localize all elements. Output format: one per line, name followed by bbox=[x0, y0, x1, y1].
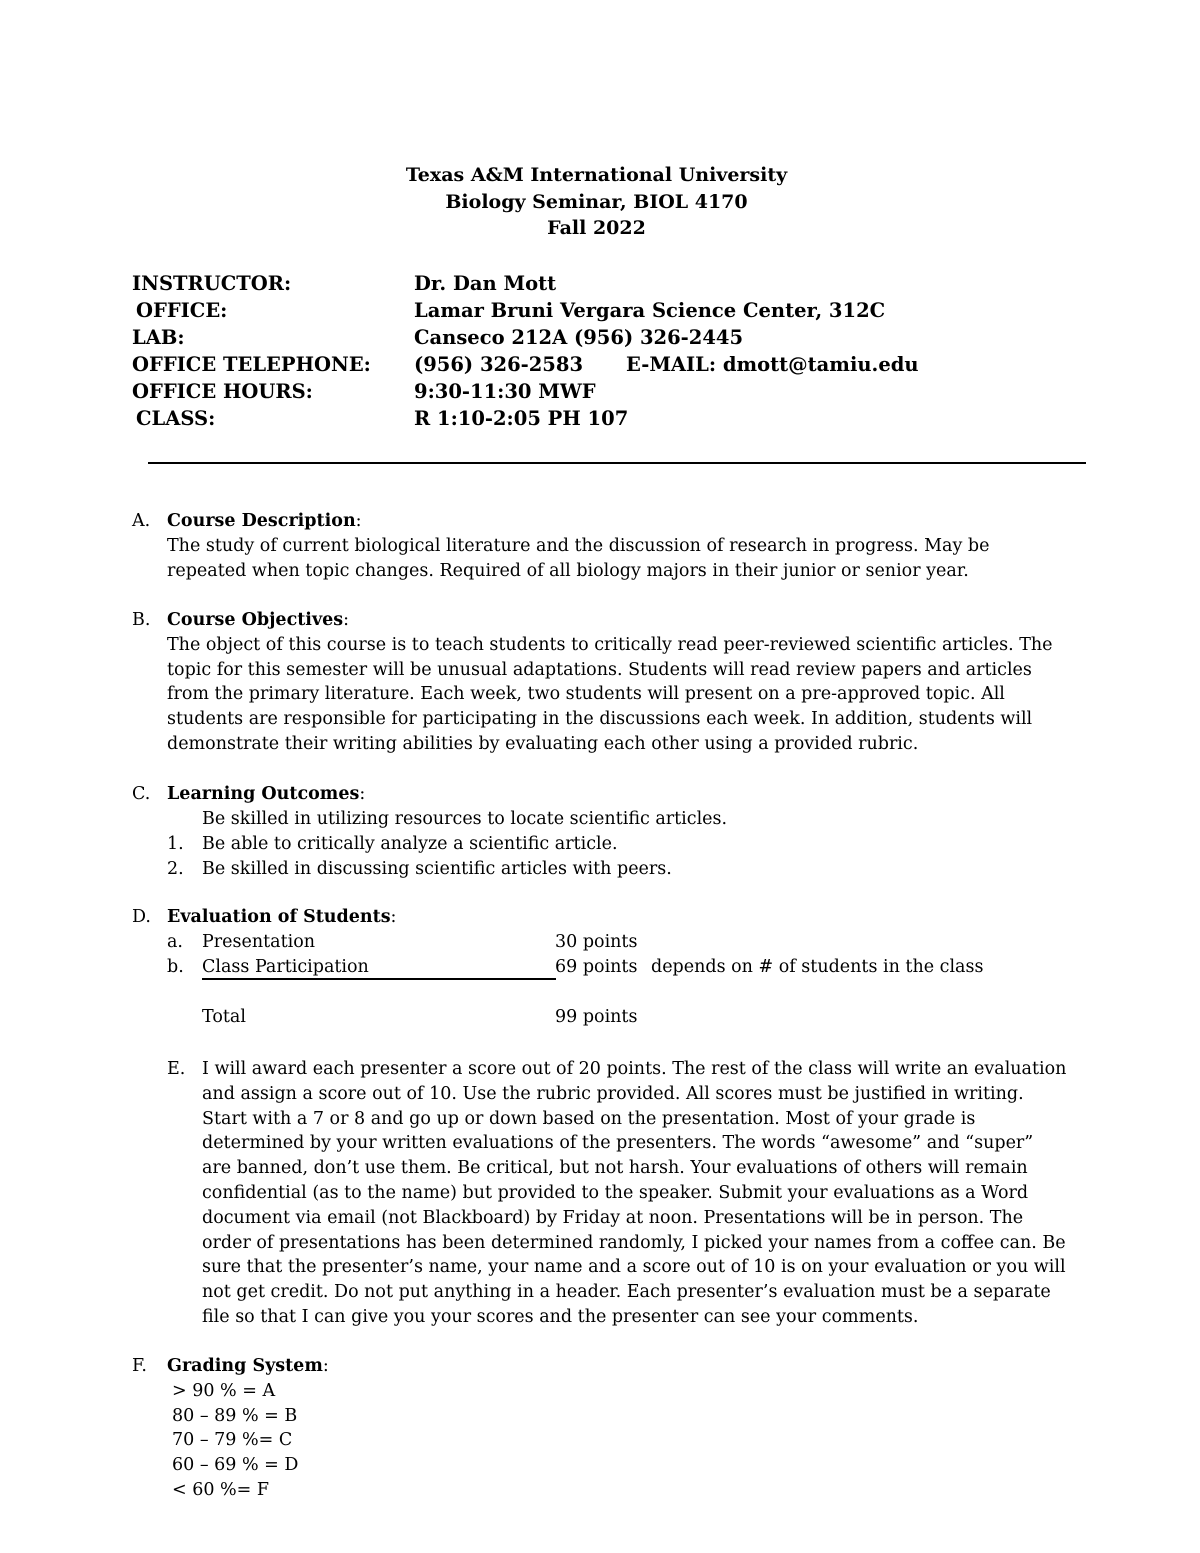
row-letter: b. bbox=[167, 956, 184, 977]
row-name: Presentation bbox=[202, 931, 316, 952]
telephone-label: OFFICE TELEPHONE: bbox=[132, 353, 371, 376]
row-letter: a. bbox=[167, 931, 183, 952]
office-label: OFFICE: bbox=[136, 299, 228, 322]
office-value: Lamar Bruni Vergara Science Center, 312C bbox=[414, 299, 886, 322]
list-item bbox=[167, 857, 1072, 882]
email-value[interactable]: dmott@tamiu.edu bbox=[722, 353, 919, 376]
section-presentation-scoring bbox=[167, 1057, 1067, 1330]
section-title: Evaluation of Students bbox=[167, 907, 391, 927]
class-label: CLASS: bbox=[136, 407, 216, 430]
item-number: 1. bbox=[167, 833, 184, 854]
grade-scale bbox=[167, 1379, 1072, 1503]
list-item bbox=[167, 832, 1072, 857]
section-text: The study of current biological literature and the discussion of research in progress. May be repeated when topic changes. Required of all biology majors in their junior or senior year. bbox=[167, 535, 990, 581]
row-points: 69 points bbox=[555, 956, 638, 977]
table-row bbox=[167, 930, 1072, 955]
item-text: Be able to critically analyze a scientific article. bbox=[202, 833, 618, 854]
term: Fall 2022 bbox=[547, 217, 646, 239]
email-group bbox=[626, 351, 919, 378]
section-title: Learning Outcomes bbox=[167, 784, 360, 804]
email-label: E-MAIL: bbox=[626, 353, 717, 376]
grade-row: 80 – 89 % = B bbox=[172, 1405, 298, 1426]
total-label: Total bbox=[202, 1006, 246, 1027]
grade-row: 70 – 79 %= C bbox=[172, 1430, 293, 1451]
university-name: Texas A&M International University bbox=[405, 164, 788, 186]
spacer-row bbox=[167, 980, 1072, 1005]
section-letter: A. bbox=[132, 511, 151, 531]
grade-row: 60 – 69 % = D bbox=[172, 1455, 299, 1476]
row-points: 30 points bbox=[555, 931, 638, 952]
section-course-description: A. Course Description: The study of current biological literature and the discussion of research in progress. May be repeated when topic changes. Required of all biology majors in their junior or senior year. bbox=[132, 509, 1072, 583]
section-letter: B. bbox=[132, 610, 151, 630]
table-row bbox=[167, 955, 1072, 980]
evaluation-table bbox=[167, 930, 1072, 1030]
course-title: Biology Seminar, BIOL 4170 bbox=[445, 190, 748, 213]
item-text: Be skilled in discussing scientific articles with peers. bbox=[202, 858, 672, 879]
section-title: Course Description bbox=[167, 511, 356, 531]
item-number: 2. bbox=[167, 858, 184, 879]
section-evaluation: D. Evaluation of Students: a. Presentation 30 points b. Class Participation 69 points depends on # of students in the class Total 99 points bbox=[132, 905, 1072, 1030]
outcomes-list bbox=[167, 807, 1072, 882]
section-letter: E. bbox=[167, 1059, 186, 1079]
item-text: Be skilled in utilizing resources to locate scientific articles. bbox=[202, 808, 728, 829]
section-letter: D. bbox=[132, 907, 151, 927]
office-hours-value: 9:30-11:30 MWF bbox=[414, 380, 596, 403]
lab-label: LAB: bbox=[132, 326, 185, 349]
section-course-objectives: B. Course Objectives: The object of this course is to teach students to critically read peer-reviewed scientific articles. The topic for this semester will be unusual adaptations. Students will read review papers and articles from the primary literature. Each week, two students will present on a pre-approved topic. All students are responsible for participating in the discussions each week. In addition, students will demonstrate their writing abilities by evaluating each other using a provided rubric. bbox=[132, 608, 1072, 757]
horizontal-divider bbox=[148, 462, 1086, 464]
list-item bbox=[167, 807, 1072, 832]
row-note: depends on # of students in the class bbox=[651, 956, 984, 977]
instructor-value: Dr. Dan Mott bbox=[414, 272, 557, 295]
section-grading-system: F. Grading System: > 90 % = A 80 – 89 % = B 70 – 79 %= C 60 – 69 % = D < 60 %= F bbox=[132, 1354, 1072, 1503]
total-points: 99 points bbox=[555, 1006, 638, 1027]
section-text: I will award each presenter a score out of 20 points. The rest of the class will write an evaluation and assign a score out of 10. Use the rubric provided. All scores must be justified in writing. Start with a 7 or 8 and go up or down based on the presentation. Most of your grade is determined by your written evaluations of the presenters. The words “awesome” and “super” are banned, don’t use them. Be critical, but not harsh. Your evaluations of others will remain confidential (as to the name) but provided to the speaker. Submit your evaluations as a Word document via email (not Blackboard) by Friday at noon. Presentations will be in person. The order of presentations has been determined randomly, I picked your names from a coffee can. Be sure that the presenter’s name, your name and a score out of 10 is on your evaluation or you will not get credit. Do not put anything in a header. Each presenter’s evaluation must be a separate file so that I can give you your scores and the presenter can see your comments. bbox=[202, 1059, 1067, 1327]
class-value: R 1:10-2:05 PH 107 bbox=[414, 407, 629, 430]
grade-row: < 60 %= F bbox=[172, 1479, 270, 1500]
total-row bbox=[167, 1005, 1072, 1030]
grade-row: > 90 % = A bbox=[172, 1380, 276, 1401]
section-letter: C. bbox=[132, 784, 151, 804]
instructor-label: INSTRUCTOR: bbox=[132, 272, 292, 295]
section-learning-outcomes: C. Learning Outcomes: Be skilled in utilizing resources to locate scientific articles. 1. Be able to critically analyze a scientific article. 2. Be skilled in discussing scientific articles with peers. bbox=[132, 782, 1072, 882]
telephone-value: (956) 326-2583 bbox=[414, 353, 584, 376]
document-header bbox=[0, 162, 1193, 242]
section-text: The object of this course is to teach students to critically read peer-reviewed scientific articles. The topic for this semester will be unusual adaptations. Students will read review papers and articles from the primary literature. Each week, two students will present on a pre-approved topic. All students are responsible for participating in the discussions each week. In addition, students will demonstrate their writing abilities by evaluating each other using a provided rubric. bbox=[167, 634, 1053, 754]
lab-value: Canseco 212A (956) 326-2445 bbox=[414, 326, 744, 349]
section-letter: F. bbox=[132, 1356, 147, 1376]
section-title: Grading System bbox=[167, 1356, 323, 1376]
office-hours-label: OFFICE HOURS: bbox=[132, 380, 313, 403]
row-name: Class Participation bbox=[202, 956, 369, 977]
section-title: Course Objectives bbox=[167, 610, 344, 630]
